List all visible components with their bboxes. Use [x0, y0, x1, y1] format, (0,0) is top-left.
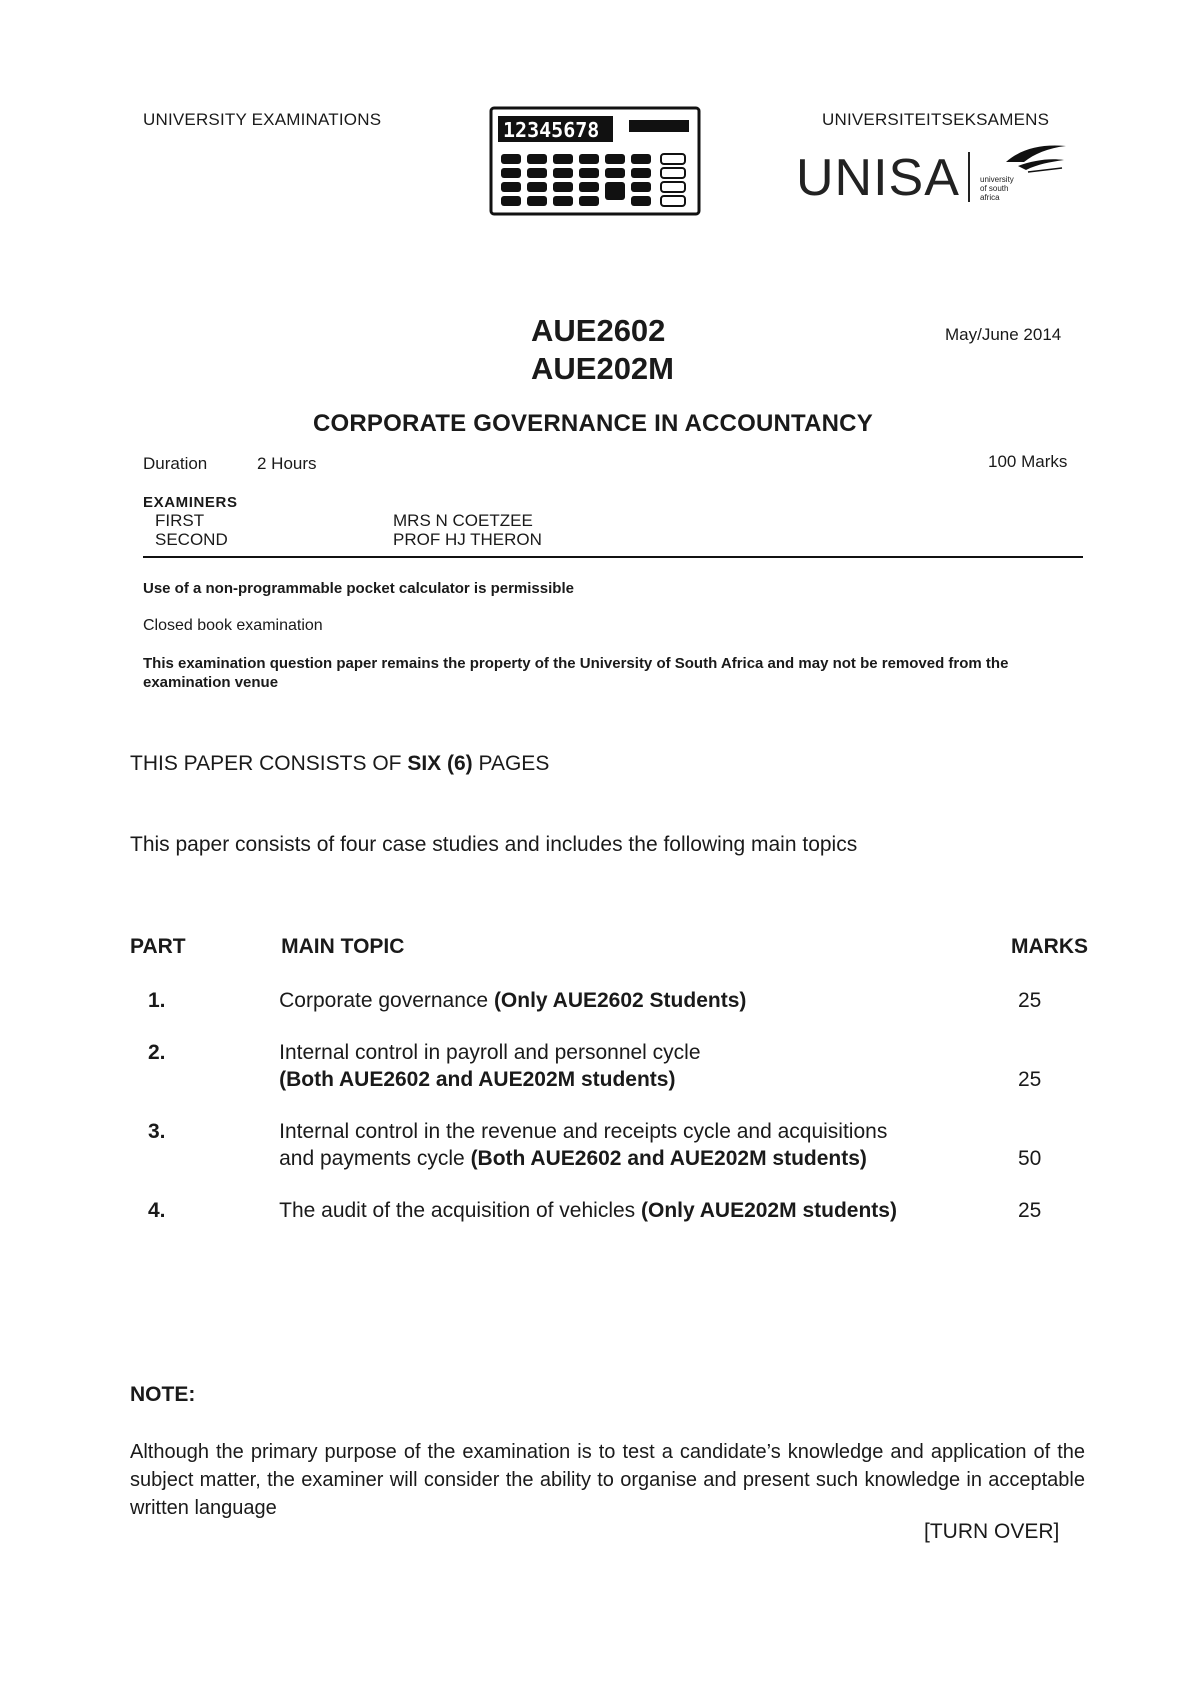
table-row — [130, 1039, 1090, 1118]
header-divider — [143, 556, 1083, 558]
calculator-display: 12345678 — [503, 118, 600, 142]
topics-table — [130, 935, 1090, 1249]
header-part: PART — [130, 935, 186, 958]
row-part: 3. — [148, 1120, 166, 1143]
row-part: 4. — [148, 1199, 166, 1222]
row-part: 1. — [148, 989, 166, 1012]
examiner-second-name: PROF HJ THERON — [393, 530, 542, 549]
header-left-text: UNIVERSITY EXAMINATIONS — [143, 110, 382, 129]
duration-label: Duration — [143, 454, 208, 473]
note-heading: NOTE: — [130, 1383, 196, 1406]
pages-statement — [130, 752, 549, 776]
course-codes — [531, 312, 674, 388]
pages-statement-count: SIX (6) — [407, 752, 473, 775]
intro-text: This paper consists of four case studies and includes the following main topics — [130, 833, 858, 856]
pages-statement-suffix: PAGES — [472, 752, 550, 775]
row-marks: 25 — [1017, 989, 1042, 1012]
row-topic-audience: (Both AUE2602 and AUE202M students) — [279, 1068, 676, 1091]
row-topic — [279, 987, 969, 1039]
row-marks: 25 — [1017, 1068, 1042, 1091]
examiners-heading: EXAMINERS — [143, 494, 238, 511]
row-topic-text-2: and payments cycle — [279, 1147, 471, 1170]
closed-book-instruction: Closed book examination — [143, 617, 323, 634]
duration-value: 2 Hours — [257, 454, 317, 473]
table-row — [130, 1118, 1090, 1197]
table-row — [130, 987, 1090, 1039]
unisa-logo-subtext-line-2: of south africa — [980, 184, 1009, 202]
table-row — [130, 1197, 1090, 1249]
row-marks: 25 — [1017, 1199, 1042, 1222]
unisa-logo-text: UNISA — [796, 149, 960, 207]
row-topic — [279, 1039, 969, 1118]
note-body: Although the primary purpose of the examination is to test a candidate’s knowledge and application of the subject matter, the examiner will consider the ability to organise and present such knowledge in acceptable written language — [130, 1441, 1085, 1519]
row-topic-audience: (Both AUE2602 and AUE202M students) — [470, 1147, 867, 1170]
calculator-drawing — [489, 106, 701, 216]
header-right-text: UNIVERSITEITSEKSAMENS — [822, 110, 1050, 129]
row-marks: 50 — [1017, 1147, 1042, 1170]
examiner-first-label: FIRST — [155, 511, 205, 530]
row-topic-audience: (Only AUE202M students) — [641, 1199, 897, 1222]
course-code-2: AUE202M — [531, 351, 674, 386]
row-topic-text: Internal control in payroll and personnel cycle — [279, 1041, 701, 1064]
calculator-instruction: Use of a non-programmable pocket calculator is permissible — [143, 580, 574, 597]
examiner-first-name: MRS N COETZEE — [393, 511, 533, 530]
unisa-logo-divider — [968, 152, 970, 202]
property-instruction: This examination question paper remains the property of the University of South Africa and may not be removed from the examination venue — [143, 655, 1009, 691]
unisa-logo-subtext-line-1: university — [980, 175, 1014, 184]
unisa-logo-subtext — [980, 175, 1014, 202]
row-topic-audience: (Only AUE2602 Students) — [493, 989, 747, 1012]
examiner-second-label: SECOND — [155, 530, 228, 549]
calculator-icon — [489, 106, 701, 216]
row-part: 2. — [148, 1041, 166, 1064]
header-topic: MAIN TOPIC — [281, 935, 405, 958]
header-marks: MARKS — [1011, 935, 1088, 958]
exam-date: May/June 2014 — [945, 325, 1062, 344]
row-topic-text: The audit of the acquisition of vehicles — [279, 1199, 642, 1222]
pages-statement-prefix: THIS PAPER CONSISTS OF — [130, 752, 408, 775]
table-header-row — [130, 935, 1090, 987]
turn-over: [TURN OVER] — [924, 1520, 1060, 1543]
row-topic — [279, 1118, 969, 1197]
exam-title: CORPORATE GOVERNANCE IN ACCOUNTANCY — [313, 410, 873, 437]
row-topic-text: Internal control in the revenue and receipts cycle and acquisitions — [279, 1120, 888, 1143]
course-code-1: AUE2602 — [531, 313, 666, 348]
total-marks: 100 Marks — [988, 452, 1068, 471]
row-topic-text: Corporate governance — [279, 989, 494, 1012]
row-topic — [279, 1197, 969, 1249]
unisa-bird-icon — [1004, 140, 1070, 176]
